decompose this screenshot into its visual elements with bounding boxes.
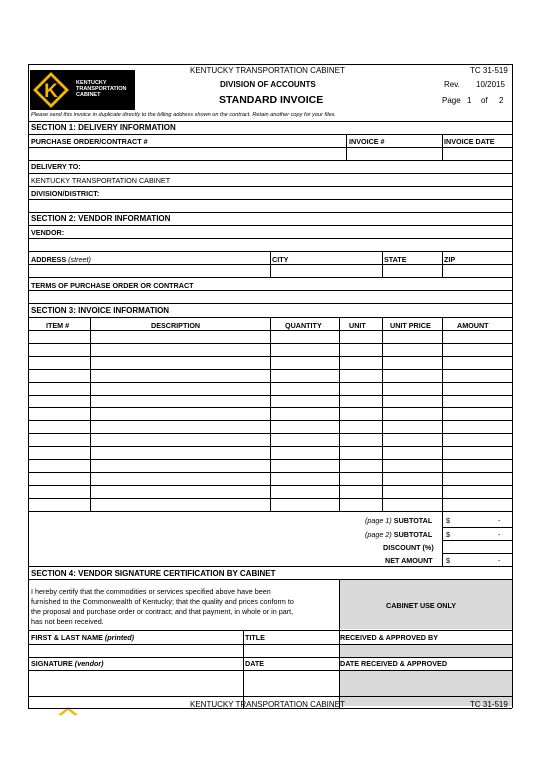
received-by-label: RECEIVED & APPROVED BY	[340, 633, 438, 642]
grid-v-line	[442, 511, 443, 566]
grid-h-line	[28, 160, 512, 161]
certification-line-1: I hereby certify that the commodities or services specified above have been	[31, 587, 271, 596]
grid-h-line	[28, 212, 512, 213]
table-col-line	[90, 317, 91, 511]
grid-h-line	[28, 147, 512, 148]
grid-v-line	[346, 134, 347, 160]
table-col-line	[270, 317, 271, 511]
subtotal2-text: SUBTOTAL	[393, 530, 433, 539]
section2-title: SECTION 2: VENDOR INFORMATION	[31, 214, 171, 223]
page-label: Page	[442, 96, 461, 105]
subtotal2-hint: (page 2)	[365, 530, 392, 539]
grid-h-line	[442, 540, 512, 541]
division-label: DIVISION/DISTRICT:	[31, 189, 100, 198]
grid-h-line	[28, 238, 512, 239]
address-label	[31, 256, 91, 263]
page-total: 2	[499, 96, 504, 105]
subtotal1-label	[365, 517, 432, 524]
name-hint: (printed)	[104, 633, 135, 642]
subtotal2-currency: $	[446, 530, 450, 539]
grid-h-line	[28, 303, 512, 304]
subtotal2-value[interactable]: -	[498, 530, 501, 539]
frame-right	[512, 64, 513, 708]
vendor-field[interactable]	[30, 240, 512, 251]
address-label-text: ADDRESS	[31, 255, 67, 264]
signature-hint: (vendor)	[74, 659, 104, 668]
header-agency: KENTUCKY TRANSPORTATION CABINET	[190, 66, 345, 75]
grid-h-line	[28, 121, 512, 122]
grid-h-line	[28, 199, 512, 200]
net-value[interactable]: -	[498, 556, 501, 565]
grid-v-line	[442, 251, 443, 277]
footer-form-no: TC 31-519	[470, 700, 508, 709]
city-label: CITY	[272, 255, 289, 264]
header-form-no: TC 31-519	[470, 66, 508, 75]
header-rev-label: Rev.	[444, 80, 460, 89]
col-unit-price: UNIT PRICE	[390, 321, 431, 330]
section1-title: SECTION 1: DELIVERY INFORMATION	[31, 123, 176, 132]
net-amount-label: NET AMOUNT	[385, 556, 433, 565]
header-division: DIVISION OF ACCOUNTS	[220, 80, 316, 89]
grid-h-line	[28, 579, 512, 580]
cabinet-use-label: CABINET USE ONLY	[386, 601, 457, 610]
ktc-logo	[30, 70, 135, 110]
division-field[interactable]	[30, 200, 512, 211]
invoice-date-field[interactable]	[443, 148, 512, 160]
grid-h-line	[442, 527, 512, 528]
invoice-no-field[interactable]	[348, 148, 441, 160]
col-amount: AMOUNT	[457, 321, 489, 330]
grid-h-line	[28, 173, 512, 174]
col-unit: UNIT	[349, 321, 366, 330]
logo-text-3: CABINET	[76, 92, 101, 98]
name-label	[31, 634, 134, 641]
subtotal2-label	[365, 531, 432, 538]
section3-title: SECTION 3: INVOICE INFORMATION	[31, 306, 170, 315]
page-number: 1	[467, 96, 472, 105]
grid-h-line	[28, 225, 512, 226]
page-of-label: of	[481, 96, 488, 105]
table-col-line	[382, 317, 383, 511]
title-label: TITLE	[245, 633, 265, 642]
vendor-label: VENDOR:	[31, 228, 65, 237]
grid-h-line	[28, 644, 512, 645]
grid-v-line	[442, 134, 443, 160]
net-currency: $	[446, 556, 450, 565]
certification-line-4: has not been received.	[31, 617, 104, 626]
table-col-line	[442, 317, 443, 511]
date-label: DATE	[245, 659, 265, 668]
address-hint: (street)	[68, 255, 91, 264]
table-col-line	[339, 317, 340, 511]
invoice-date-label: INVOICE DATE	[444, 137, 495, 146]
delivery-to-label: DELIVERY TO:	[31, 162, 81, 171]
grid-h-line	[28, 566, 512, 567]
col-item: ITEM #	[46, 321, 70, 330]
delivery-to-value: KENTUCKY TRANSPORTATION CABINET	[31, 176, 171, 185]
subtotal1-hint: (page 1)	[365, 516, 392, 525]
subtotal1-currency: $	[446, 516, 450, 525]
logo-text-2: TRANSPORTATION	[76, 86, 127, 92]
grid-h-line	[28, 290, 512, 291]
page-title: STANDARD INVOICE	[219, 94, 324, 106]
grid-v-line	[270, 251, 271, 277]
subtotal1-text: SUBTOTAL	[393, 516, 433, 525]
name-label-text: FIRST & LAST NAME	[31, 633, 103, 642]
header-rev-date: 10/2015	[476, 80, 505, 89]
certification-line-2: furnished to the Commonwealth of Kentucky; that the quality and prices conform to	[31, 597, 294, 606]
svg-text:K: K	[44, 81, 58, 102]
po-label: PURCHASE ORDER/CONTRACT #	[31, 137, 148, 146]
table-row-line	[28, 511, 512, 512]
grid-h-line	[28, 670, 512, 671]
footer-agency: KENTUCKY TRANSPORTATION CABINET	[190, 700, 345, 709]
grid-h-line	[28, 657, 512, 658]
zip-label: ZIP	[444, 255, 456, 264]
grid-v-line	[382, 251, 383, 277]
name-field[interactable]	[30, 645, 242, 657]
instruction-text: Please send this invoice in duplicate directly to the billing address shown on the contract. Retain another copy for your files.	[31, 112, 337, 118]
frame-bottom	[28, 708, 512, 709]
section4-title: SECTION 4: VENDOR SIGNATURE CERTIFICATION BY CABINET	[31, 569, 276, 578]
col-description: DESCRIPTION	[151, 321, 201, 330]
date-received-label: DATE RECEIVED & APPROVED	[340, 659, 448, 668]
invoice-no-label: INVOICE #	[349, 137, 385, 146]
title-field[interactable]	[244, 645, 337, 657]
state-label: STATE	[384, 255, 407, 264]
grid-h-line	[28, 134, 512, 135]
discount-label: DISCOUNT (%)	[383, 543, 434, 552]
grid-h-line	[28, 277, 512, 278]
certification-line-3: the proposal and purchase order or contract; and that payment, in whole or in part,	[31, 607, 294, 616]
logo-text-1: KENTUCKY	[76, 80, 107, 86]
subtotal1-value[interactable]: -	[498, 516, 501, 525]
discount-field[interactable]	[443, 541, 512, 553]
received-by-shade	[339, 645, 512, 657]
col-quantity: QUANTITY	[285, 321, 322, 330]
frame-top	[28, 64, 512, 65]
grid-h-line	[28, 696, 512, 697]
terms-label: TERMS OF PURCHASE ORDER OR CONTRACT	[31, 281, 194, 290]
grid-h-line	[442, 553, 512, 554]
po-field[interactable]	[30, 148, 345, 160]
grid-h-line	[28, 186, 512, 187]
grid-h-line	[28, 630, 512, 631]
signature-label	[31, 660, 104, 667]
signature-label-text: SIGNATURE	[31, 659, 73, 668]
